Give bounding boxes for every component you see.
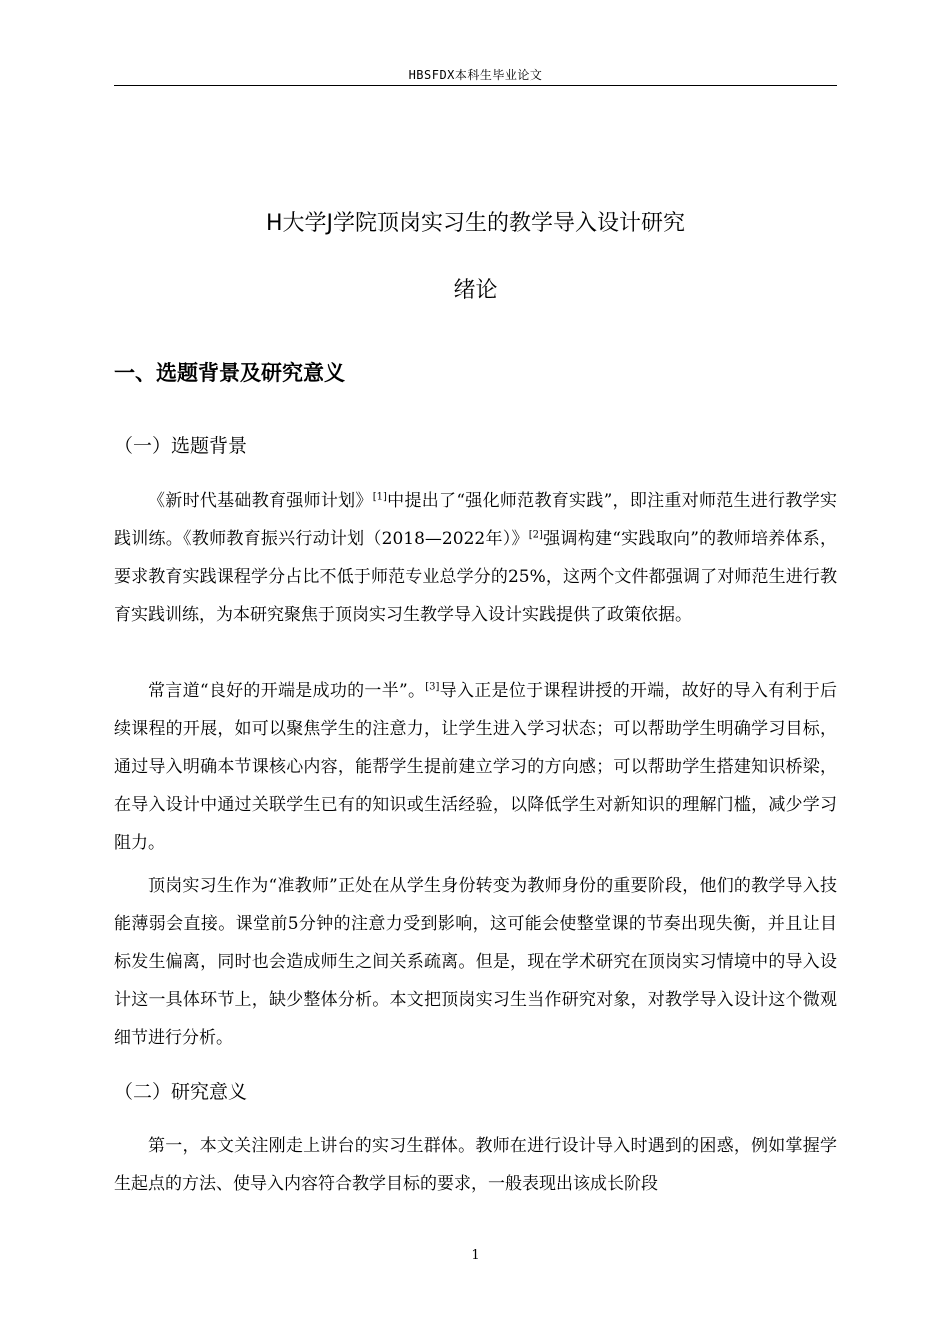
paragraph-1-part-a: 《新时代基础教育强师计划》 — [148, 491, 373, 511]
citation-2: [2] — [528, 529, 543, 541]
paper-title: H大学J学院顶岗实习生的教学导入设计研究 — [265, 211, 686, 236]
citation-3: [3] — [425, 681, 440, 693]
paragraph-3: 顶岗实习生作为“准教师”正处在从学生身份转变为教师身份的重要阶段，他们的教学导入技能薄弱会直接。课堂前5分钟的注意力受到影响，这可能会使整堂课的节奏出现失衡，并且让目标发生偏离，同时也会造成师生之间关系疏离。但是，现在学术研究在顶岗实习情境中的导入设计这一具体环节上，缺少整体分析。本文把顶岗实习生当作研究对象，对教学导入设计这个微观细节进行分析。 — [114, 876, 837, 1048]
paragraph-2 — [114, 672, 837, 862]
chapter-title: 绪论 — [453, 278, 498, 303]
page-number: 1 — [471, 1248, 480, 1263]
citation-1: [1] — [372, 491, 387, 503]
paragraph-2-part-a: 常言道“良好的开端是成功的一半”。 — [148, 681, 426, 701]
running-header: HBSFDX本科生毕业论文 — [408, 68, 543, 82]
paragraph-1-part-c: 强调构建“实践取向”的教师培养体系，要求教育实践课程学分占比不低于师范专业总学分的25%，这两个文件都强调了对师范生进行教育实践训练，为本研究聚焦于顶岗实习生教学导入设计实践提供了政策依据。 — [114, 529, 837, 625]
paragraph-4: 第一，本文关注刚走上讲台的实习生群体。教师在进行设计导入时遇到的困惑，例如掌握学生起点的方法、使导入内容符合教学目标的要求，一般表现出该成长阶段 — [114, 1136, 837, 1194]
paragraph-1 — [114, 482, 837, 634]
paragraph-2-part-b: 导入正是位于课程讲授的开端，故好的导入有利于后续课程的开展，如可以聚焦学生的注意力，让学生进入学习状态；可以帮助学生明确学习目标，通过导入明确本节课核心内容，能帮学生提前建立学习的方向感；可以帮助学生搭建知识桥梁，在导入设计中通过关联学生已有的知识或生活经验，以降低学生对新知识的理解门槛，减少学习阻力。 — [114, 681, 837, 853]
header-rule — [114, 85, 837, 86]
subsection-heading-2: （二）研究意义 — [114, 1081, 248, 1103]
subsection-heading-1: （一）选题背景 — [114, 435, 248, 457]
section-heading-1: 一、选题背景及研究意义 — [114, 361, 345, 385]
paragraph-1-part-b: 中提出了“强化师范教育实践”，即注重对师范生进行教学实践训练。《教师教育振兴行动计划（2018—2022年）》 — [114, 491, 837, 549]
